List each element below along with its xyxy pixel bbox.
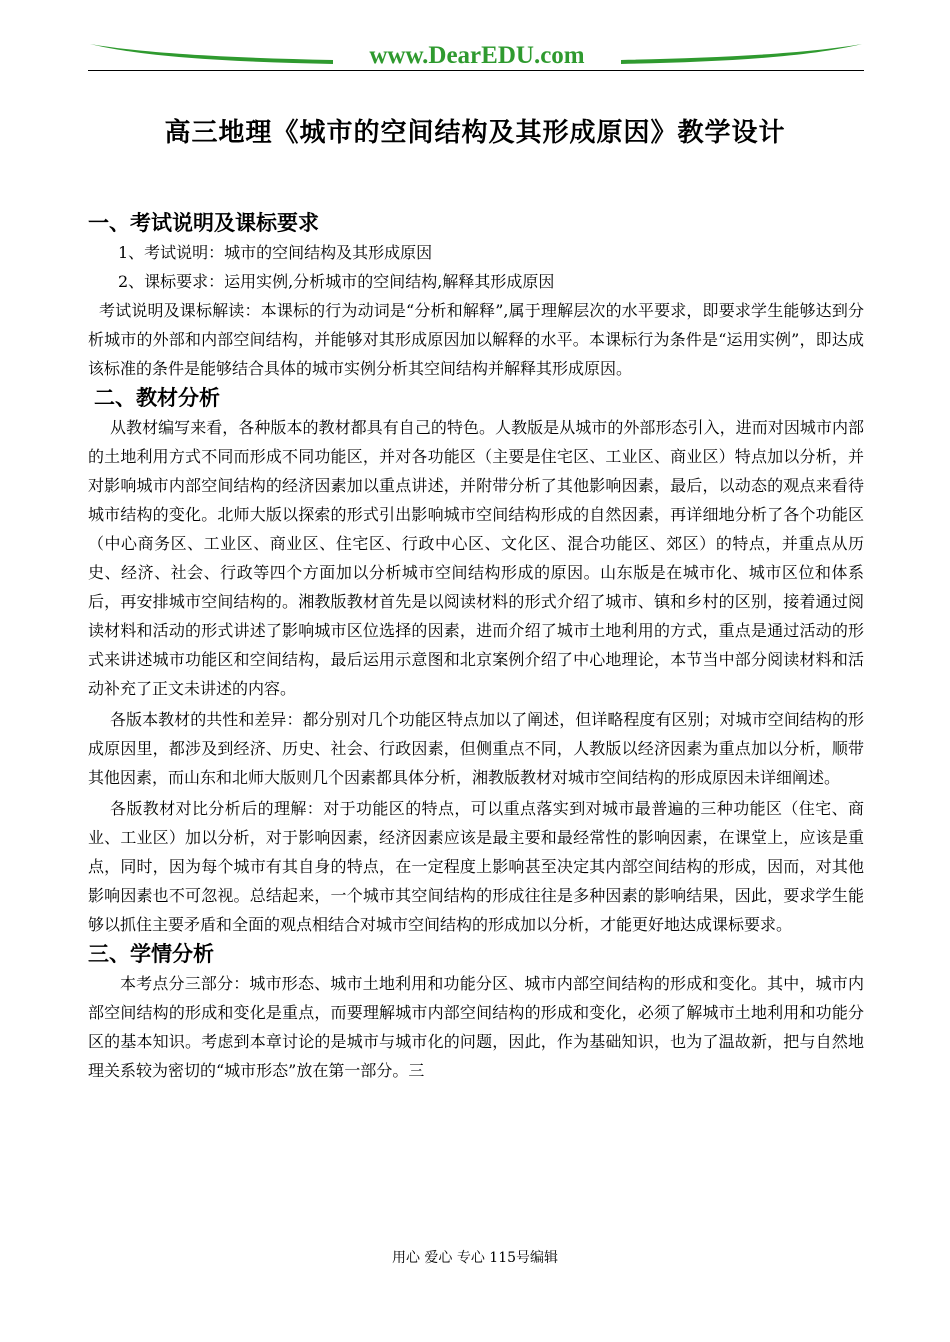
section-exam-requirements — [88, 208, 864, 383]
section-heading: 三、学情分析 — [88, 941, 214, 966]
right-swoosh — [621, 44, 862, 64]
paragraph: 考试说明及课标解读：本课标的行为动词是“分析和解释”,属于理解层次的水平要求，即要求学生能够达到分析城市的外部和内部空间结构，并能够对其形成原因加以解释的水平。本课标行为条件是“运用实例”，即达成该标准的条件是能够结合具体的城市实例分析其空间结构并解释其形成原因。 — [88, 301, 864, 378]
paragraph: 本考点分三部分：城市形态、城市土地利用和功能分区、城市内部空间结构的形成和变化。其中，城市内部空间结构的形成和变化是重点，而要理解城市内部空间结构的形成和变化，必须了解城市土地利用和功能分区的基本知识。考虑到本章讨论的是城市与城市化的问题，因此，作为基础知识，也为了温故新，把与自然地理关系较为密切的“城市形态”放在第一部分。三 — [88, 974, 864, 1080]
site-logo-banner — [88, 38, 864, 72]
document-title: 高三地理《城市的空间结构及其形成原因》教学设计 — [164, 118, 786, 148]
document-body — [88, 208, 864, 1085]
page-footer: 用心 爱心 专心 115号编辑 — [391, 1250, 559, 1266]
left-swoosh — [90, 44, 333, 64]
paragraph: 各版本教材的共性和差异：都分别对几个功能区特点加以了阐述，但详略程度有区别；对城市空间结构的形成原因里，都涉及到经济、历史、社会、行政因素，但侧重点不同，人教版以经济因素为重点加以分析，顺带其他因素，而山东和北师大版则几个因素都具体分析，湘教版教材对城市空间结构的形成原因未详细阐述。 — [88, 710, 864, 787]
section-textbook-analysis — [88, 383, 864, 939]
section-heading: 一、考试说明及课标要求 — [88, 210, 319, 235]
section-heading: 二、教材分析 — [94, 385, 220, 410]
list-item: 1、考试说明：城市的空间结构及其形成原因 — [118, 243, 433, 262]
paragraph: 各版教材对比分析后的理解：对于功能区的特点，可以重点落实到对城市最普遍的三种功能区（住宅、商业、工业区）加以分析，对于影响因素，经济因素应该是最主要和最经常性的影响因素，在课堂上，应该是重点，同时，因为每个城市有其自身的特点，在一定程度上影响甚至决定其内部空间结构的形成，因而，对其他影响因素也不可忽视。总结起来，一个城市其空间结构的形成往往是多种因素的影响结果，因此，要求学生能够以抓住主要矛盾和全面的观点相结合对城市空间结构的形成加以分析，才能更好地达成课标要求。 — [88, 799, 864, 934]
site-header — [88, 38, 864, 72]
list-item: 2、课标要求：运用实例,分析城市的空间结构,解释其形成原因 — [118, 272, 555, 291]
site-name-text: www.DearEDU.com — [369, 42, 585, 69]
section-learner-analysis — [88, 939, 864, 1085]
paragraph: 从教材编写来看，各种版本的教材都具有自己的特色。人教版是从城市的外部形态引入，进而对因城市内部的土地利用方式不同而形成不同功能区，并对各功能区（主要是住宅区、工业区、商业区）特点加以分析，并对影响城市内部空间结构的经济因素加以重点讲述，并附带分析了其他影响因素，最后，以动态的观点来看待城市结构的变化。北师大版以探索的形式引出影响城市空间结构形成的自然因素，再详细地分析了各个功能区（中心商务区、工业区、商业区、住宅区、行政中心区、文化区、混合功能区、郊区）的特点，并重点从历史、经济、社会、行政等四个方面加以分析城市空间结构形成的原因。山东版是在城市化、城市区位和体系后，再安排城市空间结构的。湘教版教材首先是以阅读材料的形式介绍了城市、镇和乡村的区别，接着通过阅读材料和活动的形式讲述了影响城市区位选择的因素，进而介绍了城市土地利用的方式，重点是通过活动的形式来讲述城市功能区和空间结构，最后运用示意图和北京案例介绍了中心地理论，本节当中部分阅读材料和活动补充了正文未讲述的内容。 — [88, 418, 864, 698]
